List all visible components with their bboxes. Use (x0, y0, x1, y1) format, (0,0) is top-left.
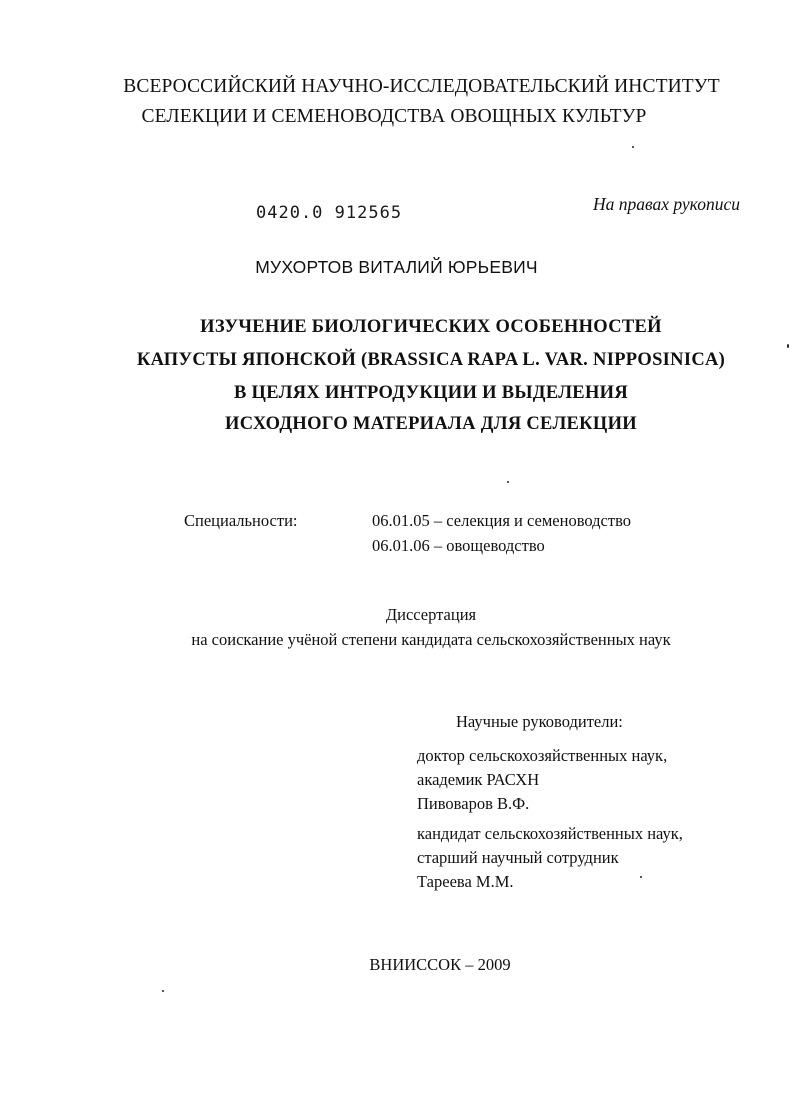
supervisor-1-rank: академик РАСХН (417, 770, 540, 789)
dissertation-degree: на соискание учёной степени кандидата сельскохозяйственных наук (191, 630, 671, 649)
dissertation-type: Диссертация (385, 605, 477, 624)
scan-speck (632, 146, 634, 148)
institute-name-line1: ВСЕРОССИЙСКИЙ НАУЧНО-ИССЛЕДОВАТЕЛЬСКИЙ ИНСТИТУТ (123, 76, 720, 97)
scan-speck (787, 344, 789, 348)
supervisor-2-degree: кандидат сельскохозяйственных наук, (417, 824, 683, 843)
specialties-label: Специальности: (184, 511, 298, 530)
supervisor-2-name: Тареева М.М. (417, 872, 514, 891)
manuscript-note: На правах рукописи (593, 194, 740, 214)
author-name: МУХОРТОВ ВИТАЛИЙ ЮРЬЕВИЧ (255, 257, 538, 277)
supervisors-header: Научные руководители: (456, 712, 623, 731)
supervisor-1-degree: доктор сельскохозяйственных наук, (417, 746, 668, 765)
registration-code: 0420.0 912565 (256, 203, 403, 223)
scan-speck (640, 876, 642, 878)
specialty-item: 06.01.05 – селекция и семеноводство (372, 511, 632, 530)
specialty-item: 06.01.06 – овощеводство (372, 536, 545, 555)
footer-place-year: ВНИИССОК – 2009 (369, 955, 511, 974)
supervisor-2-rank: старший научный сотрудник (417, 848, 619, 867)
scan-speck (507, 481, 509, 483)
title-line-4: ИСХОДНОГО МАТЕРИАЛА ДЛЯ СЕЛЕКЦИИ (225, 414, 637, 434)
supervisor-1-name: Пивоваров В.Ф. (417, 794, 530, 813)
scan-speck (162, 990, 164, 992)
institute-name-line2: СЕЛЕКЦИИ И СЕМЕНОВОДСТВА ОВОЩНЫХ КУЛЬТУР (141, 106, 647, 127)
title-line-2: КАПУСТЫ ЯПОНСКОЙ (BRASSICA RAPA L. VAR. NIPPOSINICA) (136, 350, 726, 370)
title-line-1: ИЗУЧЕНИЕ БИОЛОГИЧЕСКИХ ОСОБЕННОСТЕЙ (200, 317, 662, 337)
title-line-3: В ЦЕЛЯХ ИНТРОДУКЦИИ И ВЫДЕЛЕНИЯ (233, 383, 628, 403)
